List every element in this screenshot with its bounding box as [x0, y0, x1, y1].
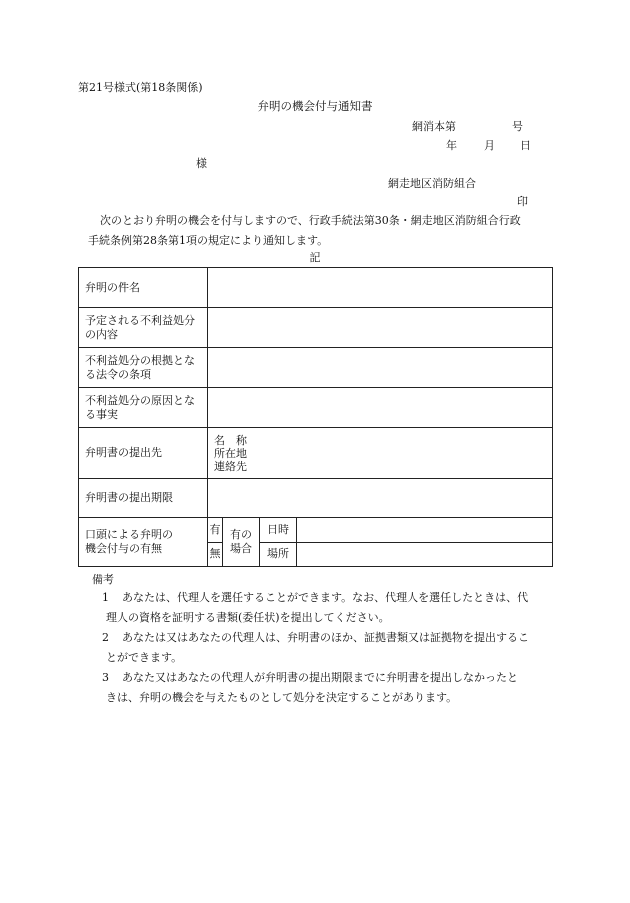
document-number — [412, 121, 523, 132]
submission-address-label: 所在地 — [214, 447, 247, 460]
row-legal-basis-value — [208, 348, 553, 388]
row-submission-to-label: 弁明書の提出先 — [79, 428, 208, 479]
seal-mark: 印 — [517, 195, 528, 208]
document-number-suffix: 号 — [512, 120, 523, 133]
document-title: 弁明の機会付与通知書 — [257, 99, 373, 113]
label-line: の内容 — [85, 327, 118, 341]
submission-name-label: 名 称 — [214, 434, 247, 447]
row-subject-value — [208, 268, 553, 308]
label-line: 有の — [230, 528, 252, 541]
note-number: 1 — [102, 591, 109, 604]
row-cause-facts-value — [208, 388, 553, 428]
note-number: 2 — [102, 631, 109, 644]
place-value — [297, 542, 553, 566]
row-oral-hearing-label — [79, 518, 208, 567]
document-number-label: 網消本第 — [412, 120, 456, 133]
note-text-cont: 理人の資格を証明する書類(委任状)を提出してください。 — [106, 611, 390, 624]
row-planned-disposition-value — [208, 308, 553, 348]
date-month: 月 — [484, 139, 495, 152]
date-day: 日 — [520, 139, 531, 152]
option-no: 無 — [208, 542, 223, 566]
table-row — [79, 518, 553, 567]
note-item-3 — [92, 668, 552, 708]
label-line: 予定される不利益処分 — [85, 313, 195, 327]
document-date — [446, 140, 531, 151]
row-deadline-value — [208, 479, 553, 518]
label-line: る事実 — [85, 407, 118, 421]
label-line: 不利益処分の原因とな — [85, 393, 195, 407]
label-line: 口頭による弁明の — [85, 528, 173, 541]
row-planned-disposition-label — [79, 308, 208, 348]
note-item-1 — [92, 588, 552, 628]
note-number: 3 — [102, 671, 109, 684]
note-item-2 — [92, 628, 552, 668]
row-legal-basis-label — [79, 348, 208, 388]
option-yes: 有 — [208, 518, 223, 542]
if-yes-label — [223, 518, 260, 566]
datetime-label: 日時 — [260, 518, 297, 542]
label-line: る法令の条項 — [85, 367, 151, 381]
note-text: あなたは、代理人を選任することができます。なお、代理人を選任したときは、代 — [122, 591, 529, 604]
table-row — [79, 479, 553, 518]
issuer-name: 網走地区消防組合 — [388, 177, 476, 190]
table-row — [79, 268, 553, 308]
table-row — [79, 428, 553, 479]
row-deadline-label: 弁明書の提出期限 — [79, 479, 208, 518]
notice-table — [78, 267, 553, 567]
note-text-cont: きは、弁明の機会を与えたものとして処分を決定することがあります。 — [106, 691, 458, 704]
form-number: 第21号様式(第18条関係) — [78, 81, 203, 94]
place-label: 場所 — [260, 542, 297, 566]
addressee: 様 — [196, 157, 207, 170]
datetime-value — [297, 518, 553, 542]
ki-heading: 記 — [309, 251, 321, 264]
oral-hearing-subtable — [208, 518, 552, 566]
notes-title: 備考 — [92, 573, 114, 586]
row-subject-label: 弁明の件名 — [79, 268, 208, 308]
date-year: 年 — [446, 139, 457, 152]
label-line: 場合 — [230, 542, 252, 555]
body-text — [88, 211, 556, 251]
row-cause-facts-label — [79, 388, 208, 428]
table-row — [79, 388, 553, 428]
table-row — [79, 308, 553, 348]
table-row — [79, 348, 553, 388]
row-oral-hearing-value — [208, 518, 553, 567]
note-text: あなたは又はあなたの代理人は、弁明書のほか、証拠書類又は証拠物を提出するこ — [122, 631, 529, 644]
note-text-cont: とができます。 — [106, 651, 183, 664]
submission-contact-label: 連絡先 — [214, 460, 247, 473]
label-line: 機会付与の有無 — [85, 542, 162, 555]
note-text: あなた又はあなたの代理人が弁明書の提出期限までに弁明書を提出しなかったと — [122, 671, 518, 684]
body-line-2: 手続条例第28条第1項の規定により通知します。 — [88, 234, 329, 247]
row-submission-to-value — [208, 428, 553, 479]
label-line: 不利益処分の根拠とな — [85, 353, 195, 367]
body-line-1: 次のとおり弁明の機会を付与しますので、行政手続法第30条・網走地区消防組合行政 — [100, 214, 521, 227]
